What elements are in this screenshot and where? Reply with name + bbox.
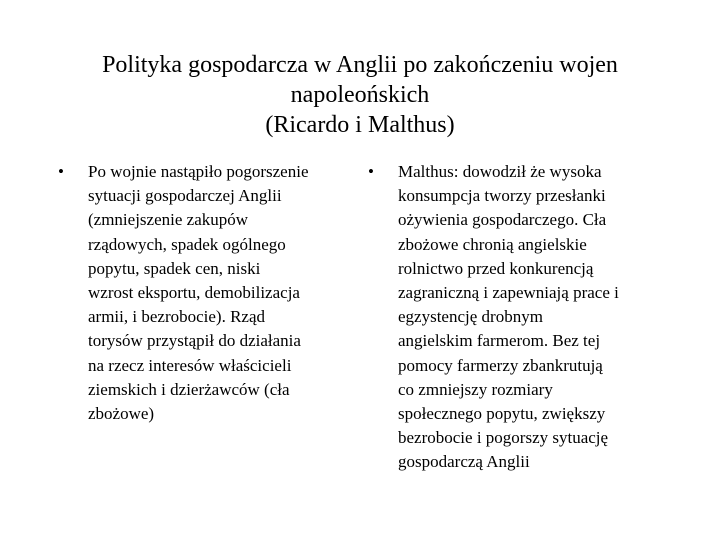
- text-line: gospodarczą Anglii: [398, 452, 530, 472]
- text-line: sytuacji gospodarczej Anglii: [88, 186, 282, 206]
- text-line: Po wojnie nastąpiło pogorszenie: [88, 162, 309, 181]
- text-line: konsumpcja tworzy przesłanki: [398, 186, 606, 206]
- text-line: na rzecz interesów właścicieli: [88, 355, 292, 375]
- bullet-text: [88, 160, 309, 426]
- bullet-icon: •: [58, 162, 64, 181]
- bullet-text: [398, 160, 619, 475]
- text-line: ziemskich i dzierżawców (cła: [88, 379, 290, 399]
- bullet-item: [58, 160, 358, 426]
- bullet-icon: •: [368, 162, 374, 181]
- left-column: [58, 160, 358, 426]
- text-line: armii, i bezrobocie). Rząd: [88, 307, 266, 327]
- text-line: ożywienia gospodarczego. Cła: [398, 210, 607, 230]
- title-line: Polityka gospodarcza w Anglii po zakończeniu wojen: [102, 52, 618, 78]
- text-line: wzrost eksportu, demobilizacja: [88, 283, 300, 303]
- text-line: torysów przystąpił do działania: [88, 331, 301, 351]
- text-line: społecznego popytu, zwiększy: [398, 404, 606, 424]
- text-line: (zmniejszenie zakupów: [88, 210, 249, 230]
- text-line: co zmniejszy rozmiary: [398, 379, 553, 399]
- text-line: zagraniczną i zapewniają prace i: [398, 283, 619, 303]
- slide-title: [60, 50, 660, 140]
- text-line: zbożowe chronią angielskie: [398, 234, 587, 254]
- bullet-item: [368, 160, 668, 475]
- text-line: pomocy farmerzy zbankrutują: [398, 355, 603, 375]
- text-line: bezrobocie i pogorszy sytuację: [398, 428, 609, 448]
- right-column: [368, 160, 668, 475]
- title-line: (Ricardo i Malthus): [265, 112, 455, 138]
- text-line: rządowych, spadek ogólnego: [88, 234, 286, 254]
- text-line: Malthus: dowodził że wysoka: [398, 162, 602, 181]
- text-line: rolnictwo przed konkurencją: [398, 258, 594, 278]
- text-line: egzystencję drobnym: [398, 307, 543, 327]
- text-line: zbożowe): [88, 404, 155, 424]
- text-line: popytu, spadek cen, niski: [88, 258, 261, 278]
- text-line: angielskim farmerom. Bez tej: [398, 331, 601, 351]
- title-line: napoleońskich: [290, 82, 430, 108]
